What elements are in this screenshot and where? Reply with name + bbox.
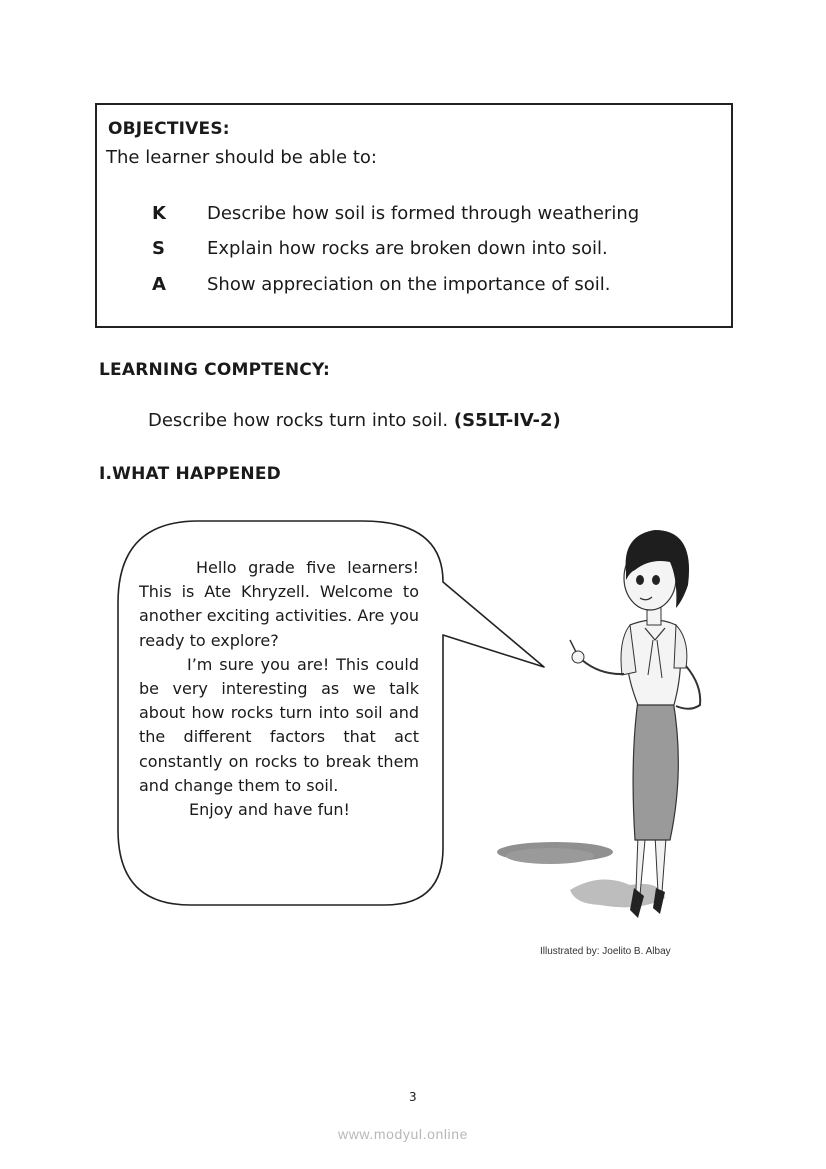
teacher-illustration	[490, 500, 770, 930]
speech-paragraph-1: Hello grade five learners! This is Ate Khryzell. Welcome to another exciting activities. Are you ready to explore?	[139, 558, 419, 650]
watermark: www.modyul.online	[338, 1126, 469, 1142]
objective-text: Show appreciation on the importance of soil.	[207, 274, 611, 295]
illustration-credit: Illustrated by: Joelito B. Albay	[540, 946, 671, 957]
objective-letter: A	[152, 274, 166, 295]
section-heading: I.WHAT HAPPENED	[99, 464, 281, 484]
objective-text: Describe how soil is formed through weathering	[207, 203, 640, 224]
objectives-title: OBJECTIVES:	[108, 119, 230, 139]
speech-paragraph-2: I’m sure you are! This could be very interesting as we talk about how rocks turn into soil and the different factors that act constantly on rocks to break them and change them to soil.	[139, 654, 419, 795]
objective-letter: K	[152, 203, 166, 224]
competency-code: (S5LT-IV-2)	[453, 410, 561, 431]
objective-text: Explain how rocks are broken down into soil.	[207, 238, 608, 259]
competency-text: Describe how rocks turn into soil.	[148, 410, 449, 431]
page-number: 3	[409, 1090, 417, 1104]
competency-heading: LEARNING COMPTENCY:	[99, 360, 330, 380]
speech-text	[139, 556, 419, 822]
objectives-intro: The learner should be able to:	[106, 147, 377, 168]
objective-letter: S	[152, 238, 165, 259]
speech-paragraph-3: Enjoy and have fun!	[189, 800, 350, 820]
